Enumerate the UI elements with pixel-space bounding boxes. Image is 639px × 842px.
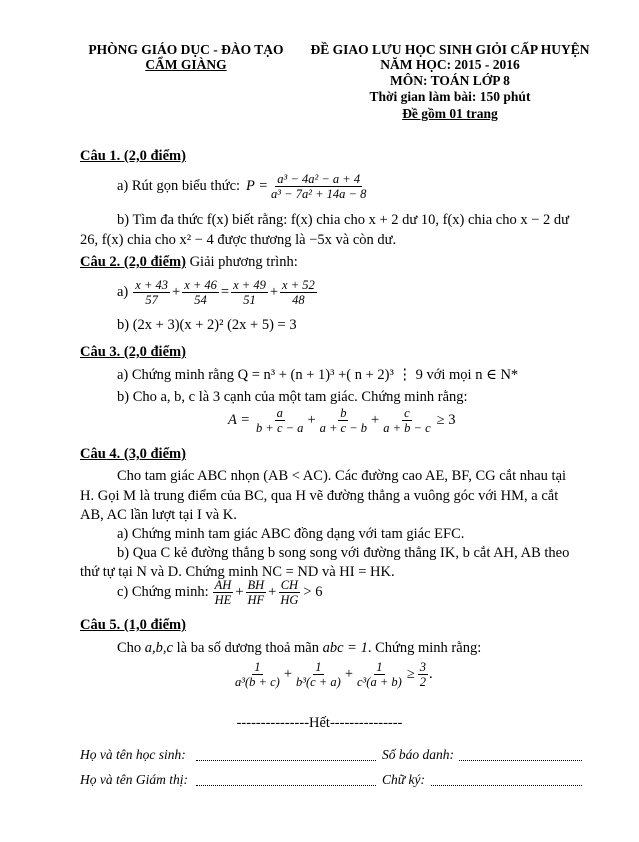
q3-inequality: A = $\frac{a}{b + c - a}$ + $\frac{b}{a + c - b}$ + $\frac{c}{a + b - c}$ ≥ 3 [228, 406, 456, 435]
q2-a-f3-den: 51 [243, 293, 256, 307]
q3-fraction-2 [318, 406, 369, 435]
q1-a-fraction [269, 172, 368, 201]
q1-title: Câu 1. (2,0 điểm) [80, 148, 186, 164]
signature-label: Chữ ký: [382, 772, 425, 787]
q2-title-tail: Giải phương trình: [189, 254, 298, 270]
q4-p2: H. Gọi M là trung điểm của BC, qua H vẽ đường thẳng a vuông góc với HM, a cắt [80, 488, 559, 504]
q4-c-f1-num: AH [214, 578, 232, 592]
q3-lhs: A = [228, 412, 251, 428]
q1-a [117, 172, 369, 201]
q5-p1-cond: abc = 1 [322, 640, 368, 656]
q4-b-line1: b) Qua C kẻ đường thẳng b song song với đường thẳng IK, b cắt AH, AB theo [117, 545, 570, 561]
q4-c-rhs: > 6 [303, 584, 323, 600]
q3-fraction-3 [381, 406, 432, 435]
q2-b: b) (2x + 3)(x + 2)² (2x + 5) = 3 [117, 317, 297, 333]
q4-c-f2-den: HF [247, 593, 265, 607]
time-limit: Thời gian làm bài: 150 phút [369, 89, 531, 104]
q2-a-fraction-1 [133, 278, 170, 307]
q5-f1-den: a³(b + c) [235, 675, 280, 689]
q4-b-line2: thứ tự tại N và D. Chứng minh NC = ND và HI = HK. [80, 564, 395, 580]
q3-fraction-1 [254, 406, 305, 435]
q5-p1-vars: a,b,c [144, 640, 173, 656]
q3-f1-den: b + c − a [256, 421, 304, 435]
q5-inequality: $\frac{1}{\text{a³(b + c)}}$ + $\frac{1}{\text{b³(c + a)}}$ + $\frac{1}{\text{c³(a + b)}}$ ≥ $\frac{3}{2}$ . [235, 660, 433, 689]
q1-b-line1: b) Tìm đa thức f(x) biết rằng: f(x) chia cho x + 2 dư 10, f(x) chia cho x − 2 dư [117, 212, 569, 228]
q4-p1: Cho tam giác ABC nhọn (AB < AC). Các đường cao AE, BF, CG cắt nhau tại [117, 468, 567, 484]
q3-f3-num: c [404, 406, 410, 420]
q2-a-f4-den: 48 [292, 293, 305, 307]
q5-f2-den: b³(c + a) [296, 675, 341, 689]
q1-b-line2: 26, f(x) chia cho x² − 4 được thương là −5x và còn dư. [80, 232, 397, 248]
q5-rhs-num: 3 [419, 660, 427, 674]
q3-f2-den: a + c − b [319, 421, 368, 435]
department-name: PHÒNG GIÁO DỤC - ĐÀO TẠO [88, 42, 284, 57]
q2-a-f1-den: 57 [145, 293, 158, 307]
student-name-label: Họ và tên học sinh: [80, 747, 186, 762]
page-count: Đề gồm 01 trang [402, 106, 498, 121]
q5-f1-num: 1 [254, 660, 261, 674]
q3-title: Câu 3. (2,0 điểm) [80, 344, 186, 360]
q4-c-text: c) Chứng minh: [117, 584, 209, 600]
q4-c-f2-num: BH [247, 578, 265, 592]
end-mark: ---------------Hết--------------- [236, 715, 403, 731]
signature-line [431, 785, 582, 786]
q3-b: b) Cho a, b, c là 3 cạnh của một tam giác. Chứng minh rằng: [117, 389, 468, 405]
q5-p1-pre: Cho [117, 640, 142, 656]
q4-c-f1-den: HE [214, 593, 232, 607]
q5-rhs-den: 2 [419, 675, 427, 689]
q5-f3-num: 1 [376, 660, 383, 674]
proctor-name-line [196, 785, 376, 786]
q3-f3-den: a + b − c [383, 421, 431, 435]
q2-a-f2-den: 54 [194, 293, 207, 307]
subject: MÔN: TOÁN LỚP 8 [390, 73, 510, 88]
q1-a-lhs: P = [246, 178, 269, 194]
q5-p1 [117, 640, 481, 657]
school-year: NĂM HỌC: 2015 - 2016 [380, 57, 520, 72]
q3-a: a) Chứng minh rằng Q = n³ + (n + 1)³ +( n + 2)³ ⋮ 9 với mọi n ∈ N* [117, 367, 519, 383]
exam-title: ĐỀ GIAO LƯU HỌC SINH GIỎI CẤP HUYỆN [310, 42, 590, 57]
q4-p3: AB, AC lần lượt tại I và K. [80, 507, 237, 523]
q4-c: c) Chứng minh: $\frac{AH}{HE}$ + $\frac{BH}{HF}$ + $\frac{CH}{HG}$ > 6 [117, 578, 323, 607]
q5-f2-num: 1 [315, 660, 322, 674]
q2-heading [80, 254, 298, 271]
q5-p1-mid: là ba số dương thoả mãn [176, 640, 319, 656]
q5-f3-den: c³(a + b) [357, 675, 402, 689]
q2-a-label: a) [117, 284, 129, 300]
q3-rhs: ≥ 3 [436, 412, 456, 428]
student-name-line [196, 760, 376, 761]
q4-c-fraction-3 [278, 578, 300, 607]
q4-a: a) Chứng minh tam giác ABC đồng dạng với tam giác EFC. [117, 526, 465, 542]
q2-a-f2-num: x + 46 [184, 278, 217, 292]
q5-rhs-op: ≥ [406, 666, 415, 682]
district-name: CẨM GIÀNG [145, 57, 227, 72]
q5-rhs-fraction [418, 660, 428, 689]
q2-title: Câu 2. (2,0 điểm) [80, 254, 186, 270]
q5-p1-post: . Chứng minh rằng: [367, 640, 482, 656]
q5-fraction-1 [233, 660, 282, 689]
q4-c-fraction-2 [246, 578, 267, 607]
q1-a-numerator: a³ − 4a² − a + 4 [277, 172, 361, 186]
proctor-name-label: Họ và tên Giám thị: [80, 772, 188, 787]
q4-title: Câu 4. (3,0 điểm) [80, 446, 186, 462]
q4-c-fraction-1 [213, 578, 234, 607]
candidate-number-label: Số báo danh: [382, 747, 454, 762]
q5-fraction-3 [355, 660, 404, 689]
q2-a-fraction-4 [280, 278, 317, 307]
q3-f1-num: a [276, 406, 283, 420]
q2-a-fraction-2 [182, 278, 219, 307]
q2-a-f1-num: x + 43 [135, 278, 168, 292]
q2-a: a) $\frac{x + 43}{57}$ + $\frac{x + 46}{54}$ = $\frac{x + 49}{51}$ + $\frac{x + 52}{48}$ [117, 278, 315, 307]
q1-a-denominator: a³ − 7a² + 14a − 8 [271, 187, 367, 201]
q5-fraction-2 [294, 660, 343, 689]
q2-a-f3-num: x + 49 [233, 278, 266, 292]
q4-c-f3-den: HG [280, 593, 299, 607]
q1-a-text: a) Rút gọn biểu thức: [117, 178, 241, 194]
q5-title: Câu 5. (1,0 điểm) [80, 617, 186, 633]
q4-c-f3-num: CH [280, 578, 299, 592]
q2-a-fraction-3 [231, 278, 268, 307]
q2-a-f4-num: x + 52 [282, 278, 315, 292]
candidate-number-line [459, 760, 582, 761]
q3-f2-num: b [340, 406, 347, 420]
